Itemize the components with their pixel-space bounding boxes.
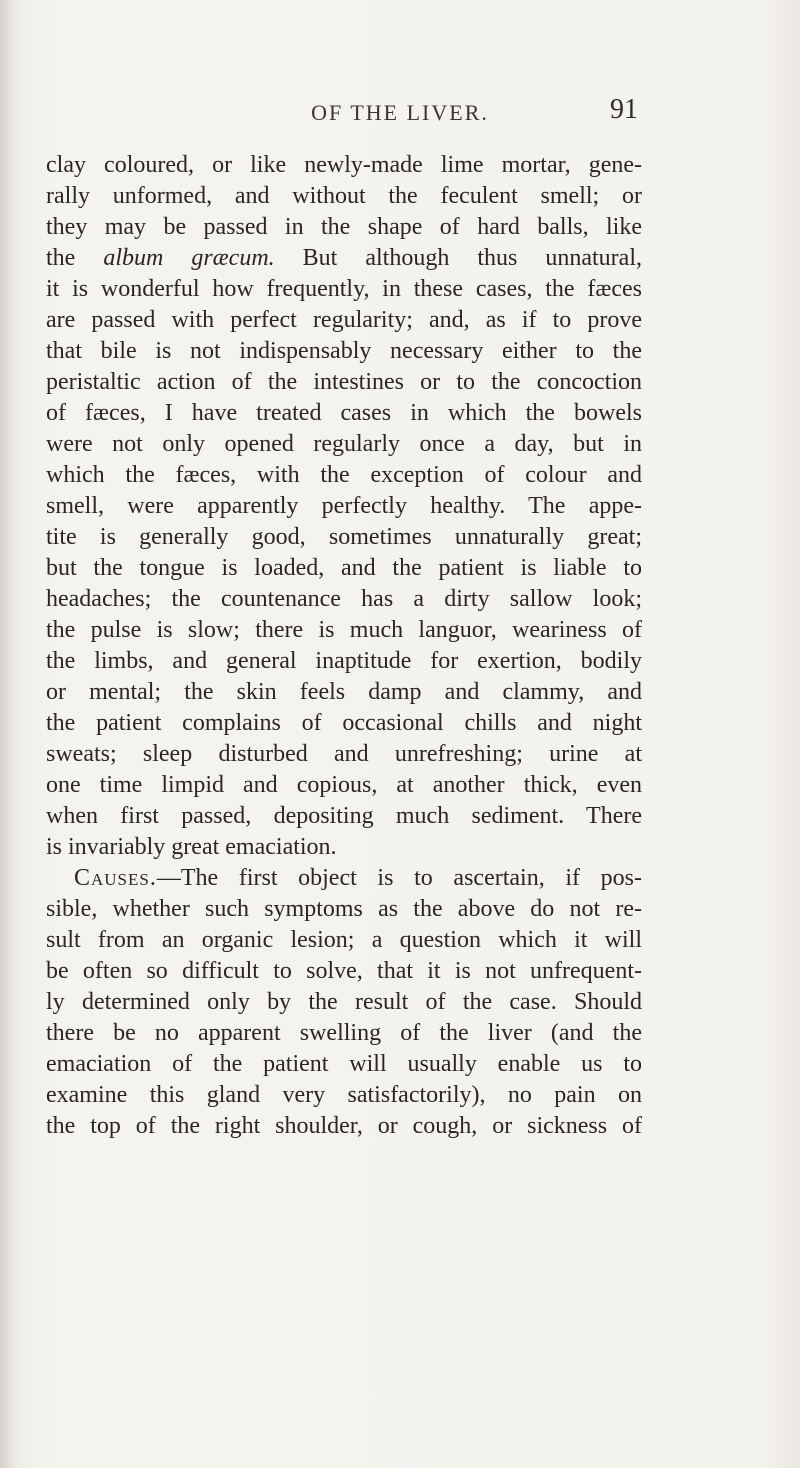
line-text: sweats; sleep disturbed and unrefreshing; urine at — [46, 741, 642, 767]
text-line — [46, 615, 642, 646]
line-text: rally unformed, and without the feculent smell; or — [46, 183, 642, 209]
text-line — [46, 398, 642, 429]
line-text: that bile is not indispensably necessary either to the — [46, 338, 642, 364]
running-head: OF THE LIVER. — [311, 100, 489, 125]
line-text: but the tongue is loaded, and the patient is liable to — [46, 555, 642, 581]
page-gutter-shadow — [0, 0, 14, 1468]
line-text: were not only opened regularly once a day, but in — [46, 431, 642, 457]
line-text: the patient complains of occasional chills and night — [46, 710, 642, 736]
text-line — [46, 708, 642, 739]
text-line — [46, 584, 642, 615]
text-line — [46, 925, 642, 956]
line-text: ly determined only by the result of the case. Should — [46, 989, 642, 1015]
line-text: it is wonderful how frequently, in these cases, the fæces — [46, 276, 642, 302]
italic-phrase: album græcum. — [103, 245, 275, 271]
line-text: the pulse is slow; there is much languor, weariness of — [46, 617, 642, 643]
text-line — [46, 553, 642, 584]
body-text — [46, 150, 642, 1142]
text-line — [46, 367, 642, 398]
text-line — [46, 491, 642, 522]
text-line — [46, 460, 642, 491]
line-text: clay coloured, or like newly-made lime mortar, gene- — [46, 152, 642, 178]
line-text: —The first object is to ascertain, if pos- — [156, 865, 642, 891]
text-line — [46, 832, 642, 863]
text-line — [46, 987, 642, 1018]
text-line — [46, 1111, 642, 1142]
text-line — [46, 770, 642, 801]
line-text: examine this gland very satisfactorily), no pain on — [46, 1082, 642, 1108]
text-line — [46, 429, 642, 460]
page-number: 91 — [610, 94, 638, 125]
line-text: sult from an organic lesion; a question which it will — [46, 927, 642, 953]
text-line — [46, 677, 642, 708]
text-line — [46, 522, 642, 553]
page-header — [0, 94, 800, 140]
line-text: which the fæces, with the exception of colour and — [46, 462, 642, 488]
line-text: the limbs, and general inaptitude for exertion, bodily — [46, 648, 642, 674]
line-text: headaches; the countenance has a dirty sallow look; — [46, 586, 642, 612]
text-line — [46, 1049, 642, 1080]
text-line — [46, 305, 642, 336]
line-text: there be no apparent swelling of the liver (and the — [46, 1020, 642, 1046]
line-text: they may be passed in the shape of hard balls, like — [46, 214, 642, 240]
line-text: be often so difficult to solve, that it is not unfrequent- — [46, 958, 642, 984]
text-line — [46, 274, 642, 305]
line-text: when first passed, depositing much sediment. There — [46, 803, 642, 829]
line-text: tite is generally good, sometimes unnaturally great; — [46, 524, 642, 550]
line-text: or mental; the skin feels damp and clammy, and — [46, 679, 642, 705]
text-line — [46, 956, 642, 987]
line-text: are passed with perfect regularity; and, as if to prove — [46, 307, 642, 333]
line-text: peristaltic action of the intestines or to the concoction — [46, 369, 642, 395]
line-text: one time limpid and copious, at another thick, even — [46, 772, 642, 798]
text-line — [46, 212, 642, 243]
line-text: is invariably great emaciation. — [46, 834, 337, 860]
line-text: the — [46, 245, 104, 271]
line-text: of fæces, I have treated cases in which the bowels — [46, 400, 642, 426]
text-line — [46, 336, 642, 367]
text-line — [46, 181, 642, 212]
section-heading: Causes. — [74, 865, 157, 891]
text-line — [46, 1080, 642, 1111]
line-text: emaciation of the patient will usually enable us to — [46, 1051, 642, 1077]
text-line — [46, 150, 642, 181]
text-line — [46, 863, 642, 894]
line-text: sible, whether such symptoms as the above do not re- — [46, 896, 642, 922]
line-text: the top of the right shoulder, or cough, or sickness of — [46, 1113, 642, 1139]
text-line — [46, 739, 642, 770]
text-line — [46, 243, 642, 274]
text-line — [46, 894, 642, 925]
text-line — [46, 1018, 642, 1049]
text-line — [46, 646, 642, 677]
line-text: smell, were apparently perfectly healthy. The appe- — [46, 493, 642, 519]
text-line — [46, 801, 642, 832]
line-text: But although thus unnatural, — [274, 245, 642, 271]
